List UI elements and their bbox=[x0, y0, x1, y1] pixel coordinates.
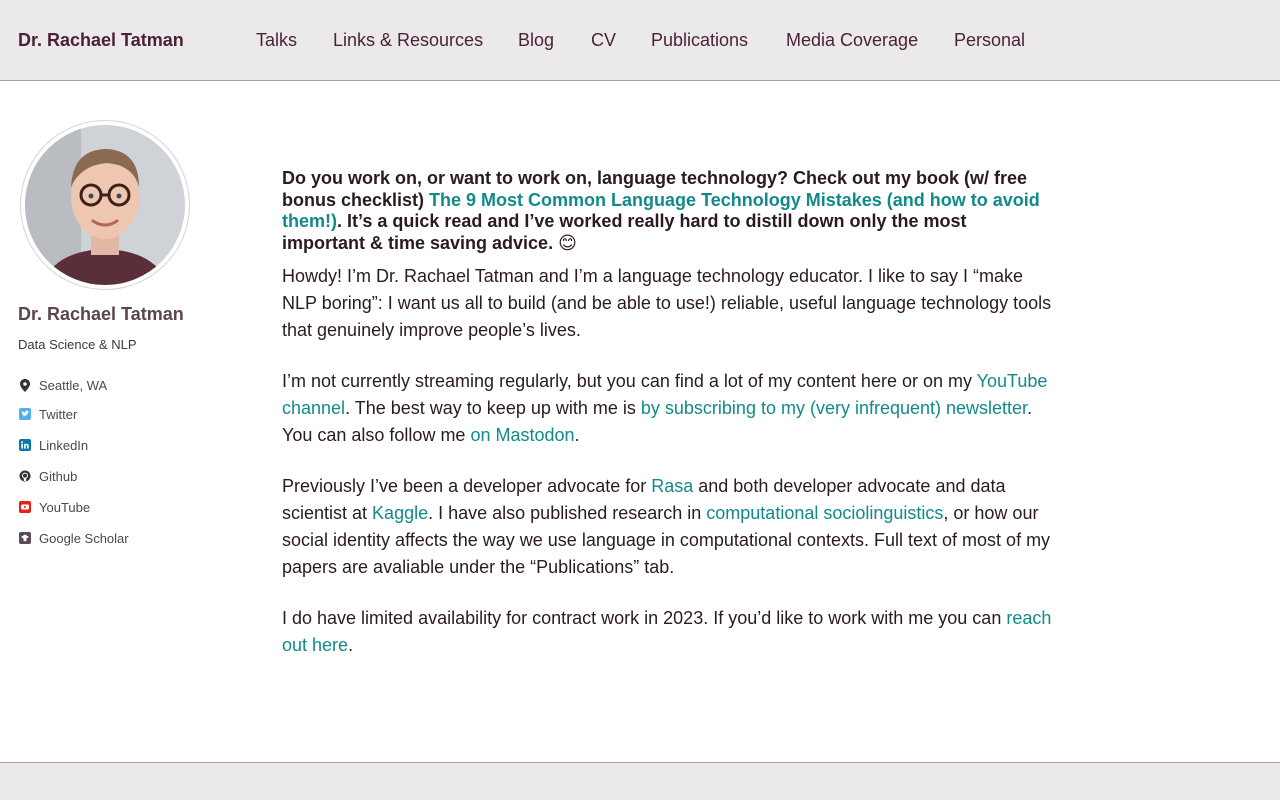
background-text-2: and both developer advocate and data scientist at bbox=[282, 476, 1006, 523]
contract-paragraph bbox=[282, 605, 1052, 659]
streaming-text-1: I’m not currently streaming regularly, but you can find a lot of my content here or on my bbox=[282, 371, 977, 391]
streaming-text-4: . bbox=[574, 425, 580, 445]
github-link[interactable] bbox=[18, 467, 77, 485]
nav-personal[interactable]: Personal bbox=[954, 30, 1026, 50]
author-location bbox=[18, 376, 107, 394]
smile-emoji: 😊 bbox=[558, 232, 577, 253]
streaming-paragraph bbox=[282, 368, 1052, 449]
intro-paragraph: Howdy! I’m Dr. Rachael Tatman and I’m a language technology educator. I like to say I “make NLP boring”: I want us all to build (and be able to use!) reliable, useful language technology tools that genuinely improve people’s lives. bbox=[282, 266, 1052, 340]
streaming-text-2: . The best way to keep up with me is bbox=[345, 398, 641, 418]
author-bio: Data Science & NLP bbox=[18, 337, 137, 352]
kaggle-link[interactable]: Kaggle bbox=[372, 503, 429, 523]
youtube-link[interactable] bbox=[18, 498, 90, 516]
youtube-icon bbox=[18, 500, 32, 514]
twitter-icon bbox=[18, 407, 32, 421]
newsletter-link[interactable]: by subscribing to my (very infrequent) newsletter bbox=[640, 398, 1028, 418]
nav-media-coverage[interactable]: Media Coverage bbox=[786, 30, 919, 50]
github-label: Github bbox=[39, 468, 78, 484]
linkedin-link[interactable] bbox=[18, 436, 88, 454]
nav-cv[interactable]: CV bbox=[591, 30, 617, 50]
background-text-3: . I have also published research in bbox=[428, 503, 707, 523]
streaming-text-3: . You can also follow me bbox=[282, 398, 1033, 445]
book-promo-text-1: Do you work on, or want to work on, language technology? Check out my book (w/ free bonus checklist) bbox=[282, 168, 1028, 210]
contract-text-1: I do have limited availability for contract work in 2023. If you’d like to work with me you can bbox=[282, 608, 1007, 628]
background-paragraph bbox=[282, 473, 1052, 581]
book-promo-text-2: . It’s a quick read and I’ve worked really hard to distill down only the most important & time saving advice. bbox=[282, 211, 967, 253]
linkedin-icon bbox=[18, 438, 32, 452]
site-title-link[interactable]: Dr. Rachael Tatman bbox=[18, 30, 184, 50]
nav-talks[interactable]: Talks bbox=[256, 30, 298, 50]
book-link[interactable]: The 9 Most Common Language Technology Mistakes (and how to avoid them!) bbox=[282, 189, 1040, 231]
nav-links-resources[interactable]: Links & Resources bbox=[333, 30, 484, 50]
masthead bbox=[0, 0, 1280, 81]
google-scholar-label: Google Scholar bbox=[39, 530, 129, 546]
nav-blog[interactable]: Blog bbox=[518, 30, 555, 50]
mastodon-link[interactable]: on Mastodon bbox=[470, 425, 575, 445]
rasa-link[interactable]: Rasa bbox=[651, 476, 694, 496]
twitter-label: Twitter bbox=[39, 406, 78, 422]
nav-publications[interactable]: Publications bbox=[651, 30, 749, 50]
google-scholar-link[interactable] bbox=[18, 529, 129, 547]
youtube-channel-link[interactable]: YouTube channel bbox=[282, 371, 1048, 418]
computational-sociolinguistics-link[interactable]: computational sociolinguistics bbox=[706, 503, 944, 523]
reach-out-link[interactable]: reach out here bbox=[282, 608, 1052, 655]
twitter-link[interactable] bbox=[18, 405, 77, 423]
location-label: Seattle, WA bbox=[39, 377, 108, 393]
background-text-1: Previously I’ve been a developer advocate for bbox=[282, 476, 652, 496]
google-scholar-icon bbox=[18, 531, 32, 545]
contract-text-2: . bbox=[348, 635, 354, 655]
github-icon bbox=[18, 469, 32, 483]
map-marker-icon bbox=[18, 378, 32, 392]
book-promo bbox=[282, 168, 1052, 254]
avatar bbox=[20, 120, 190, 290]
linkedin-label: LinkedIn bbox=[39, 437, 89, 453]
main-content bbox=[282, 168, 1052, 659]
youtube-label: YouTube bbox=[39, 499, 91, 515]
background-text-4: , or how our social identity affects the way we use language in computational contexts. Full text of most of my papers are avaliable under the “Publications” tab. bbox=[282, 503, 1051, 577]
page-footer bbox=[0, 762, 1280, 800]
author-name: Dr. Rachael Tatman bbox=[18, 304, 184, 324]
